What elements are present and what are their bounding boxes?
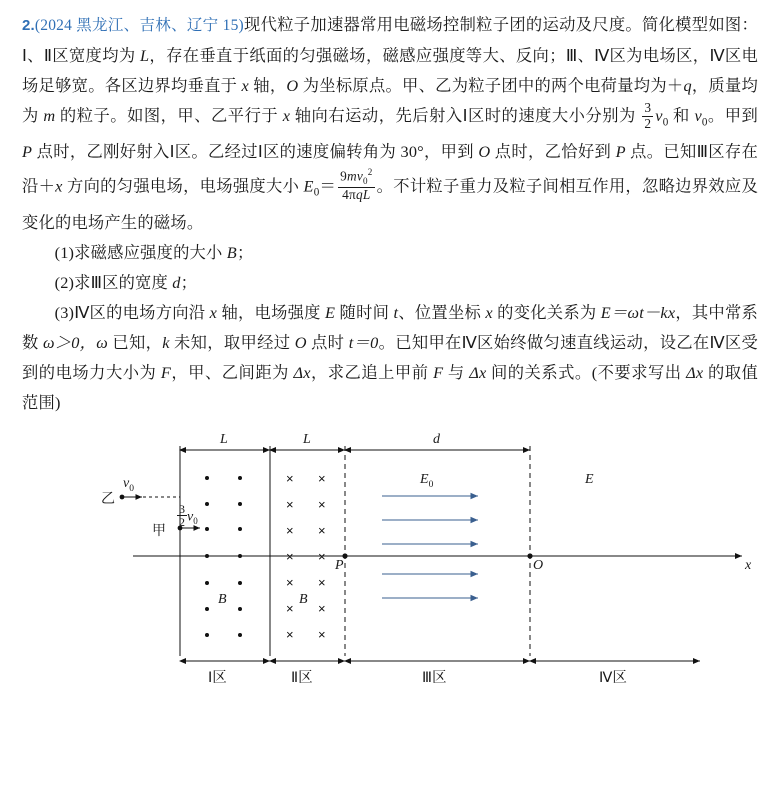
field-dot [205,633,209,637]
q3-var-dx: Δx [293,362,311,382]
var-v0-b: v [694,106,702,126]
q3-omega-cond: ω＞0，ω [43,332,108,352]
fraction-numerator [338,167,374,186]
q3-seg-e: 的变化关系为 [492,302,601,322]
field-cross: × [318,548,326,564]
frac2-m: m [347,168,357,184]
p1-seg-c: 轴， [248,76,287,95]
q3-seg-d: 、位置坐标 [398,302,486,322]
field-label-E: E [585,471,594,487]
q3-var-x: x [209,302,218,322]
q3-seg-k: ，甲、乙间距为 [171,362,294,382]
fraction-numerator: 3 [644,100,652,115]
var-O-2: O [478,142,491,162]
field-dot [238,527,242,531]
p1-seg-b: ，存在垂直于纸面的匀强磁场，磁感应强度等大、反向；Ⅲ、Ⅳ区为电场区，Ⅳ区电场足够宽。各区边界均垂直于 [22,46,758,95]
field-dot [238,607,242,611]
p1-seg-g: 轴向右运动，先后射入Ⅰ区时的速度大小分别为 [290,106,641,126]
particle-label-jia: 甲 [152,523,166,539]
field-cross: × [318,600,326,616]
zone-label-2: Ⅱ区 [291,669,313,686]
field-label-E0: $E_0$ [420,471,434,490]
field-label-B2: B [299,591,308,607]
p1-seg-j: 点时，乙刚好射入Ⅰ区。乙经过Ⅰ区的速度偏转角为 [32,142,401,162]
q3-seg-j: 。已知甲在Ⅳ区始终做匀速直线运动，设乙在Ⅳ区受到的电场力大小为 [22,332,758,382]
q3-seg-b: 轴，电场强度 [217,302,326,322]
field-cross: × [318,470,326,486]
field-dot [238,476,242,480]
p1-seg-d: 为坐标原点。甲、乙为粒子团中的两个电荷量均为＋ [298,76,684,95]
var-m: m [43,106,56,126]
frac2-v-sub: 0 [363,176,368,187]
q3-seg-g: 已知， [107,332,163,352]
field-cross: × [286,470,294,486]
field-dot [205,527,209,531]
q3-seg-c: 随时间 [335,302,394,322]
q3-seg-i: 点时 [306,332,349,352]
var-q: q [683,76,692,95]
q3-var-k: k [162,332,170,352]
fraction-denominator: 2 [644,115,652,131]
field-cross: × [318,496,326,512]
field-cross: × [286,600,294,616]
p1-seg-n: 方向的匀强电场，电场强度大小 [62,176,304,196]
q3-var-F2: F [433,362,444,382]
q1-post: ； [236,242,254,262]
var-v0-a-sub: 0 [662,116,669,129]
var-v0-b-sub: 0 [701,116,708,129]
point-label-P: P [335,557,344,573]
q3-seg-m: 与 [443,362,470,382]
field-cross: × [286,496,294,512]
q3-var-E: E [325,302,336,322]
p1-seg-a: 现代粒子加速器常用电磁场控制粒子团的运动及尺度。简化模型如图：Ⅰ、Ⅱ区宽度均为 [22,15,758,65]
field-cross: × [286,574,294,590]
p1-seg-e: ，质量均为 [22,76,759,126]
q2-pre: (2)求Ⅲ区的宽度 [54,272,173,292]
field-label-B1: B [218,591,227,607]
var-L: L [139,46,150,65]
field-dot [238,633,242,637]
var-P-2: P [615,142,626,162]
var-v0-a: v [655,106,663,126]
field-dot [205,554,209,558]
p1-seg-i: 。甲到 [707,106,758,126]
particle-yi-speed: $v_0$ [123,475,134,494]
q3-var-dx2: Δx [469,362,487,382]
p1-seg-f: 的粒子。如图，甲、乙平行于 [55,106,283,126]
axis-label-x: x [745,557,752,573]
var-E0-sub: 0 [313,186,320,199]
q3-seg-o: 的取值范围) [22,362,758,412]
zone-label-1: Ⅰ区 [208,669,227,686]
q3-var-x2: x [485,302,493,322]
field-cross: × [318,522,326,538]
field-dot [238,502,242,506]
var-x-1: x [241,76,249,95]
q3-seg-h: 未知，取甲经过 [169,332,295,352]
particle-label-yi: 乙 [101,491,115,507]
question-paragraph-1 [22,10,758,238]
fraction-E0-value [338,167,374,202]
frac2-v: v [356,168,364,184]
question-part-2 [22,268,758,298]
dimension-label-L1: L [220,431,228,447]
p1-seg-l: 点时，乙恰好到 [490,142,616,162]
fraction-three-halves [642,101,653,132]
p1-seg-o: 。不计粒子重力及粒子间相互作用，忽略边界效应及变化的电场产生的磁场。 [22,176,759,232]
q3-seg-f: ，其中常系数 [22,302,758,352]
var-E0: E [303,176,314,196]
p1-seg-h: 和 [668,106,695,126]
var-O-1: O [286,76,299,95]
frac2-4pi: 4π [342,186,356,202]
question-number: 2. [22,17,35,34]
field-cross: × [286,626,294,642]
var-x-3: x [55,176,63,196]
particle-jia-speed: $\frac{3}{2}$ $v_0$ [179,501,198,530]
point-label-O: O [533,557,544,573]
field-cross: × [286,548,294,564]
p1-seg-k: ，甲到 [423,142,479,162]
physics-diagram [0,424,780,684]
q2-post: ； [180,272,198,292]
zone-label-4: Ⅳ区 [599,669,627,686]
field-cross: × [318,574,326,590]
q3-var-dx3: Δx [686,362,704,382]
q3-seg-l: ，求乙追上甲前 [310,362,434,382]
dimension-label-L2: L [303,431,311,447]
zone-label-3: Ⅲ区 [422,669,447,686]
q3-seg-a: (3)Ⅳ区的电场方向沿 [54,302,210,322]
question-part-3 [22,298,758,418]
field-dot [205,607,209,611]
q3-var-O: O [294,332,307,352]
field-dot [205,502,209,506]
field-dot [205,581,209,585]
question-source: (2024 黑龙江、吉林、辽宁 15) [34,17,244,34]
p1-seg-m: 点。已知Ⅲ区存在沿＋ [22,142,758,196]
fraction-denominator [338,187,374,203]
dimension-label-d: d [433,431,440,447]
p1-eq: ＝ [319,176,337,196]
field-dot [238,581,242,585]
diagram-svg [0,424,780,684]
frac2-9: 9 [340,168,348,184]
angle-30: 30° [400,142,424,162]
question-part-1 [22,238,758,268]
q3-seg-n: 间的关系式。(不要求写出 [486,362,687,382]
q3-formula: E＝ωt－kx [600,302,676,322]
field-dot [205,476,209,480]
field-cross: × [318,626,326,642]
var-x-2: x [282,106,291,126]
var-P-1: P [22,142,33,162]
q3-var-F: F [160,362,172,382]
frac2-v-sup: 2 [367,167,373,178]
var-B: B [226,242,237,262]
frac2-qL: qL [356,186,371,202]
q3-var-t: t [393,302,399,322]
var-d: d [172,272,181,292]
field-cross: × [286,522,294,538]
field-dot [238,554,242,558]
q1-pre: (1)求磁感应强度的大小 [54,242,227,262]
q3-t-zero: t＝0 [348,332,379,352]
